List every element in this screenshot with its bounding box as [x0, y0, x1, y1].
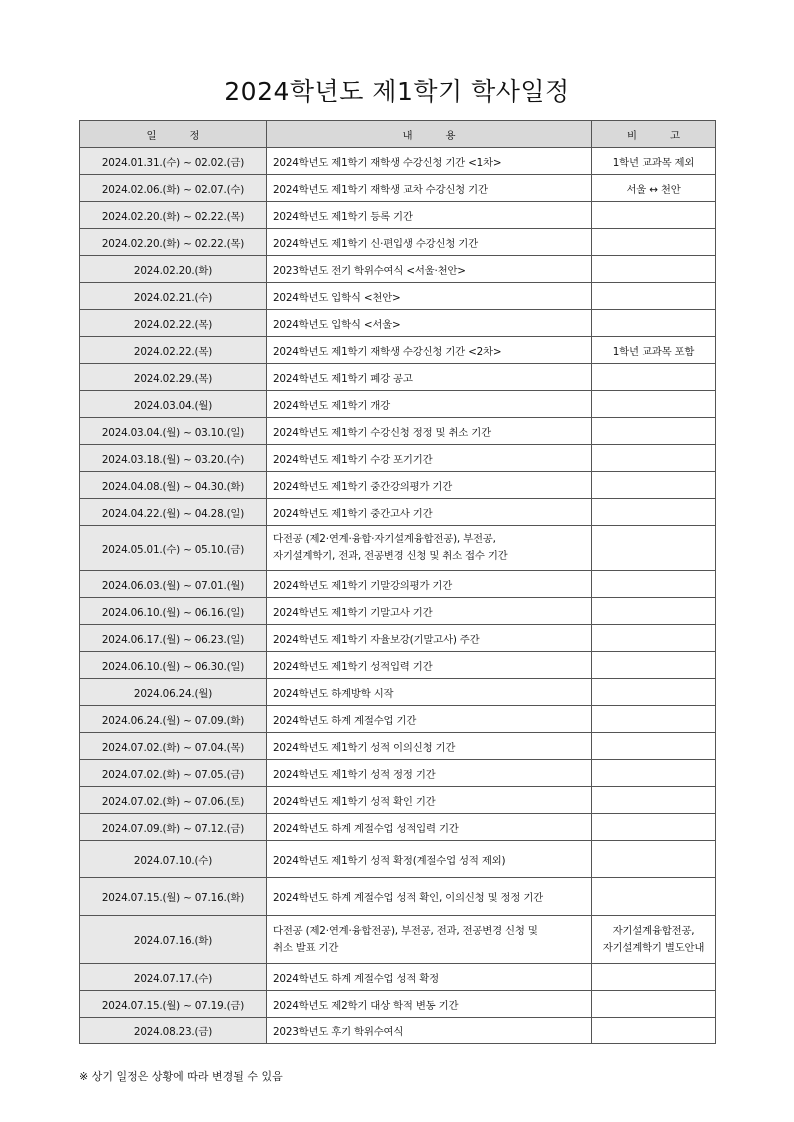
table-row — [80, 229, 716, 256]
table-row — [80, 991, 716, 1018]
table-row — [80, 878, 716, 916]
schedule-content — [267, 760, 592, 787]
schedule-content-line: 2024학년도 제1학기 자율보강(기말고사) 주간 — [273, 633, 480, 646]
schedule-date: 2024.04.08.(월) ~ 04.30.(화) — [80, 472, 267, 499]
schedule-content-line: 2024학년도 하계 계절수업 기간 — [273, 714, 417, 727]
schedule-date: 2024.06.17.(월) ~ 06.23.(일) — [80, 625, 267, 652]
table-row — [80, 760, 716, 787]
schedule-content — [267, 229, 592, 256]
schedule-date: 2024.06.10.(월) ~ 06.30.(일) — [80, 652, 267, 679]
schedule-note — [592, 148, 716, 175]
schedule-content-line: 2024학년도 제1학기 기말고사 기간 — [273, 606, 433, 619]
schedule-note — [592, 202, 716, 229]
schedule-content — [267, 841, 592, 878]
schedule-content — [267, 787, 592, 814]
schedule-content — [267, 499, 592, 526]
schedule-content-line: 2024학년도 제1학기 재학생 수강신청 기간 <2차> — [273, 345, 502, 358]
table-row — [80, 652, 716, 679]
schedule-content — [267, 283, 592, 310]
schedule-note-line: 1학년 교과목 제외 — [612, 156, 695, 169]
schedule-content-line: 2023학년도 전기 학위수여식 <서울·천안> — [273, 264, 466, 277]
schedule-content — [267, 364, 592, 391]
schedule-note — [592, 175, 716, 202]
schedule-body — [80, 148, 716, 1044]
schedule-content — [267, 991, 592, 1018]
schedule-date: 2024.06.24.(월) — [80, 679, 267, 706]
schedule-note — [592, 337, 716, 364]
schedule-date: 2024.07.09.(화) ~ 07.12.(금) — [80, 814, 267, 841]
schedule-content — [267, 878, 592, 916]
schedule-date: 2024.07.16.(화) — [80, 916, 267, 964]
table-row — [80, 310, 716, 337]
table-row — [80, 814, 716, 841]
schedule-note-line: 자기설계학기 별도안내 — [602, 941, 705, 954]
schedule-note — [592, 760, 716, 787]
schedule-date: 2024.07.02.(화) ~ 07.05.(금) — [80, 760, 267, 787]
schedule-content-line: 2024학년도 제1학기 성적 이의신청 기간 — [273, 741, 456, 754]
schedule-date: 2024.01.31.(수) ~ 02.02.(금) — [80, 148, 267, 175]
schedule-date: 2024.07.02.(화) ~ 07.04.(목) — [80, 733, 267, 760]
schedule-note-line: 1학년 교과목 포함 — [612, 345, 695, 358]
schedule-date: 2024.07.17.(수) — [80, 964, 267, 991]
schedule-date: 2024.06.24.(월) ~ 07.09.(화) — [80, 706, 267, 733]
schedule-content — [267, 652, 592, 679]
schedule-note-line: 서울 ↔ 천안 — [626, 183, 681, 196]
schedule-content-line: 2024학년도 입학식 <서울> — [273, 318, 401, 331]
schedule-note — [592, 878, 716, 916]
schedule-note — [592, 706, 716, 733]
schedule-table — [79, 120, 716, 1044]
table-row — [80, 625, 716, 652]
schedule-content-line: 2024학년도 하계 계절수업 성적 확정 — [273, 972, 439, 985]
schedule-content-line: 2024학년도 제1학기 기말강의평가 기간 — [273, 579, 453, 592]
schedule-note — [592, 916, 716, 964]
table-row — [80, 1018, 716, 1044]
schedule-date: 2024.07.15.(월) ~ 07.19.(금) — [80, 991, 267, 1018]
schedule-date: 2024.02.29.(목) — [80, 364, 267, 391]
schedule-note — [592, 598, 716, 625]
table-row — [80, 148, 716, 175]
schedule-note — [592, 472, 716, 499]
schedule-note — [592, 571, 716, 598]
table-row — [80, 841, 716, 878]
schedule-content — [267, 625, 592, 652]
schedule-content — [267, 418, 592, 445]
schedule-note — [592, 964, 716, 991]
schedule-date: 2024.04.22.(월) ~ 04.28.(일) — [80, 499, 267, 526]
schedule-date: 2024.03.04.(월) ~ 03.10.(일) — [80, 418, 267, 445]
schedule-content-line: 2024학년도 제1학기 성적 확정(계절수업 성적 제외) — [273, 854, 506, 867]
schedule-content-line: 2024학년도 제1학기 수강 포기기간 — [273, 453, 433, 466]
table-row — [80, 445, 716, 472]
schedule-date: 2024.06.03.(월) ~ 07.01.(월) — [80, 571, 267, 598]
schedule-content — [267, 571, 592, 598]
schedule-content-line: 자기설계학기, 전과, 전공변경 신청 및 취소 접수 기간 — [273, 550, 508, 562]
schedule-content — [267, 472, 592, 499]
schedule-date: 2024.07.10.(수) — [80, 841, 267, 878]
schedule-note — [592, 526, 716, 571]
table-row — [80, 916, 716, 964]
schedule-date: 2024.08.23.(금) — [80, 1018, 267, 1044]
schedule-content — [267, 337, 592, 364]
footnote: ※ 상기 일정은 상황에 따라 변경될 수 있음 — [79, 1070, 283, 1083]
schedule-content-line: 취소 발표 기간 — [273, 941, 339, 954]
schedule-note — [592, 418, 716, 445]
table-row — [80, 787, 716, 814]
schedule-content-line: 2024학년도 하계 계절수업 성적입력 기간 — [273, 822, 459, 835]
schedule-content — [267, 916, 592, 964]
schedule-content — [267, 526, 592, 571]
schedule-note — [592, 652, 716, 679]
table-row — [80, 175, 716, 202]
schedule-content-line: 2024학년도 제1학기 등록 기간 — [273, 210, 413, 223]
schedule-date: 2024.03.18.(월) ~ 03.20.(수) — [80, 445, 267, 472]
schedule-content — [267, 814, 592, 841]
schedule-note — [592, 841, 716, 878]
schedule-date: 2024.06.10.(월) ~ 06.16.(일) — [80, 598, 267, 625]
table-row — [80, 499, 716, 526]
schedule-date: 2024.02.20.(화) ~ 02.22.(목) — [80, 202, 267, 229]
schedule-content — [267, 598, 592, 625]
table-row — [80, 733, 716, 760]
schedule-note — [592, 1018, 716, 1044]
schedule-note — [592, 679, 716, 706]
schedule-content-line: 2024학년도 제1학기 폐강 공고 — [273, 372, 413, 385]
schedule-content-line: 2024학년도 하계 계절수업 성적 확인, 이의신청 및 정정 기간 — [273, 892, 543, 904]
schedule-note — [592, 391, 716, 418]
schedule-date: 2024.02.22.(목) — [80, 310, 267, 337]
schedule-content-line: 2024학년도 제1학기 중간강의평가 기간 — [273, 480, 453, 493]
schedule-date: 2024.02.21.(수) — [80, 283, 267, 310]
header-content: 내 용 — [267, 121, 592, 148]
schedule-content — [267, 964, 592, 991]
schedule-content-line: 2024학년도 제1학기 개강 — [273, 399, 390, 412]
table-row — [80, 283, 716, 310]
table-row — [80, 679, 716, 706]
table-row — [80, 256, 716, 283]
table-row — [80, 526, 716, 571]
page-title: 2024학년도 제1학기 학사일정 — [224, 77, 570, 106]
schedule-note — [592, 625, 716, 652]
schedule-content-line: 2024학년도 제1학기 성적 확인 기간 — [273, 795, 436, 808]
schedule-content — [267, 310, 592, 337]
schedule-date: 2024.02.20.(화) ~ 02.22.(목) — [80, 229, 267, 256]
schedule-note — [592, 256, 716, 283]
header-date: 일 정 — [80, 121, 267, 148]
table-row — [80, 337, 716, 364]
schedule-note — [592, 445, 716, 472]
table-row — [80, 364, 716, 391]
schedule-content — [267, 445, 592, 472]
schedule-date: 2024.07.02.(화) ~ 07.06.(토) — [80, 787, 267, 814]
schedule-content-line: 2024학년도 제1학기 성적 정정 기간 — [273, 768, 436, 781]
schedule-note — [592, 283, 716, 310]
schedule-content — [267, 148, 592, 175]
schedule-content-line: 다전공 (제2·연계·융합전공), 부전공, 전과, 전공변경 신청 및 — [273, 924, 538, 937]
schedule-note — [592, 733, 716, 760]
table-row — [80, 706, 716, 733]
table-row — [80, 571, 716, 598]
schedule-content-line: 2024학년도 제1학기 중간고사 기간 — [273, 507, 433, 520]
table-row — [80, 391, 716, 418]
schedule-note — [592, 229, 716, 256]
schedule-note — [592, 814, 716, 841]
schedule-date: 2024.02.22.(목) — [80, 337, 267, 364]
table-row — [80, 418, 716, 445]
schedule-date: 2024.02.20.(화) — [80, 256, 267, 283]
table-row — [80, 472, 716, 499]
schedule-date: 2024.03.04.(월) — [80, 391, 267, 418]
schedule-content — [267, 256, 592, 283]
schedule-content — [267, 202, 592, 229]
schedule-content-line: 2024학년도 제2학기 대상 학적 변동 기간 — [273, 999, 459, 1012]
schedule-content-line: 2024학년도 입학식 <천안> — [273, 291, 401, 304]
schedule-content — [267, 706, 592, 733]
header-note: 비 고 — [592, 121, 716, 148]
table-row — [80, 964, 716, 991]
schedule-date: 2024.07.15.(월) ~ 07.16.(화) — [80, 878, 267, 916]
schedule-note — [592, 364, 716, 391]
schedule-content — [267, 679, 592, 706]
schedule-date: 2024.02.06.(화) ~ 02.07.(수) — [80, 175, 267, 202]
table-row — [80, 202, 716, 229]
schedule-note — [592, 991, 716, 1018]
schedule-content-line: 2023학년도 후기 학위수여식 — [273, 1026, 404, 1038]
schedule-date: 2024.05.01.(수) ~ 05.10.(금) — [80, 526, 267, 571]
schedule-content-line: 2024학년도 제1학기 성적입력 기간 — [273, 660, 433, 673]
schedule-content-line: 2024학년도 제1학기 신·편입생 수강신청 기간 — [273, 237, 478, 250]
schedule-content-line: 2024학년도 제1학기 재학생 수강신청 기간 <1차> — [273, 156, 502, 169]
schedule-note — [592, 787, 716, 814]
schedule-content-line: 2024학년도 제1학기 재학생 교차 수강신청 기간 — [273, 183, 488, 196]
table-row — [80, 598, 716, 625]
schedule-content — [267, 391, 592, 418]
schedule-content-line: 2024학년도 제1학기 수강신청 정정 및 취소 기간 — [273, 426, 491, 439]
schedule-content-line: 다전공 (제2·연계·융합·자기설계융합전공), 부전공, — [273, 533, 496, 545]
schedule-content — [267, 175, 592, 202]
schedule-note-line: 자기설계융합전공, — [612, 924, 695, 937]
schedule-content — [267, 1018, 592, 1044]
schedule-content — [267, 733, 592, 760]
table-header-row — [80, 121, 716, 148]
schedule-note — [592, 310, 716, 337]
schedule-content-line: 2024학년도 하계방학 시작 — [273, 687, 394, 700]
schedule-note — [592, 499, 716, 526]
